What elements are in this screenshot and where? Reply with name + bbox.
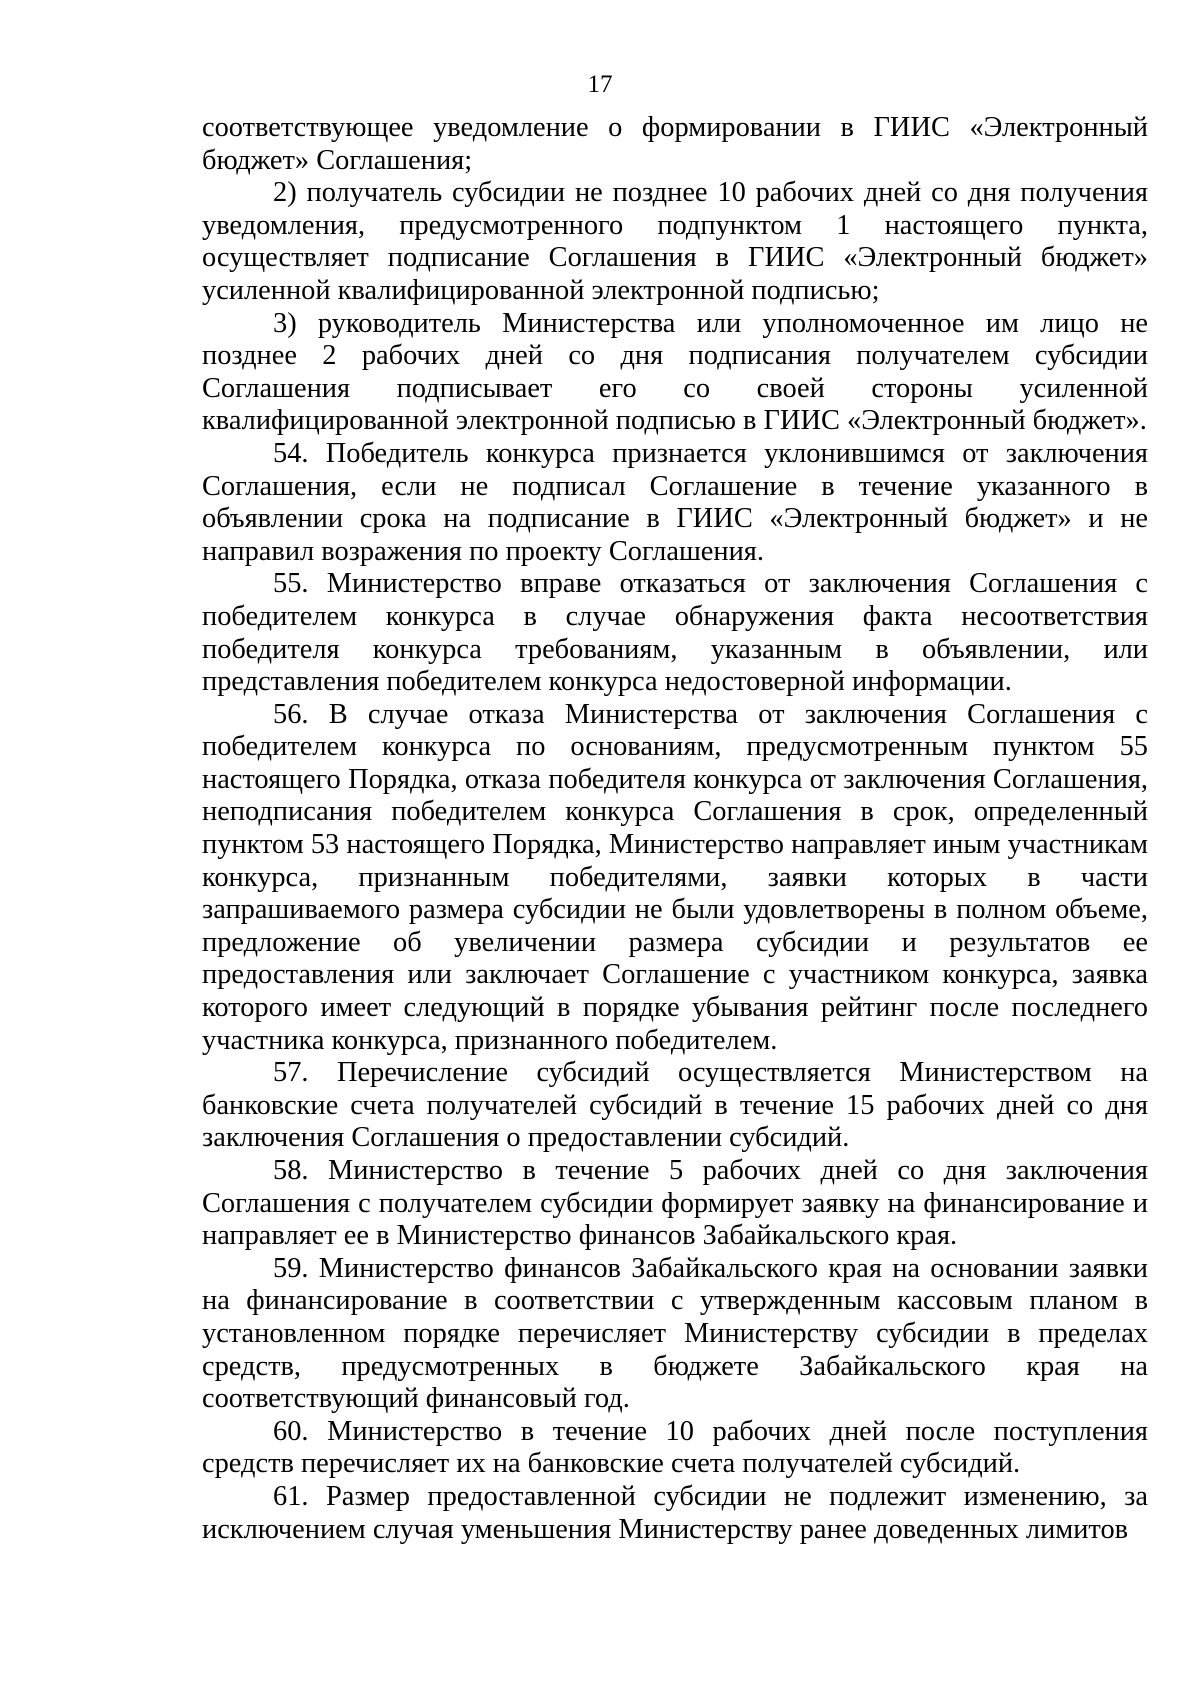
paragraph-61: 61. Размер предоставленной субсидии не подлежит изменению, за исключением случая уменьшения Министерству ранее доведенных лимитов [202, 1480, 1148, 1545]
paragraph-58: 58. Министерство в течение 5 рабочих дней со дня заключения Соглашения с получателем субсидии формирует заявку на финансирование и направляет ее в Министерство финансов Забайкальского края. [202, 1155, 1148, 1252]
paragraph-55: 55. Министерство вправе отказаться от заключения Соглашения с победителем конкурса в случае обнаружения факта несоответствия победителя конкурса требованиям, указанным в объявлении, или представления победителем конкурса недостоверной информации. [202, 568, 1148, 698]
paragraph-subitem-3: 3) руководитель Министерства или уполномоченное им лицо не позднее 2 рабочих дней со дня подписания получателем субсидии Соглашения подписывает его со своей стороны усиленной квалифицированной электронной подписью в ГИИС «Электронный бюджет». [202, 307, 1148, 437]
paragraph-59: 59. Министерство финансов Забайкальского края на основании заявки на финансирование в соответствии с утвержденным кассовым планом в установленном порядке перечисляет Министерству субсидии в пределах средств, предусмотренных в бюджете Забайкальского края на соответствующий финансовый год. [202, 1252, 1148, 1415]
page-number: 17 [587, 71, 613, 98]
paragraph-60: 60. Министерство в течение 10 рабочих дней после поступления средств перечисляет их на банковские счета получателей субсидий. [202, 1415, 1148, 1480]
paragraph-subitem-2: 2) получатель субсидии не позднее 10 рабочих дней со дня получения уведомления, предусмотренного подпунктом 1 настоящего пункта, осуществляет подписание Соглашения в ГИИС «Электронный бюджет» усиленной квалифицированной электронной подписью; [202, 177, 1148, 306]
paragraph-57: 57. Перечисление субсидий осуществляется Министерством на банковские счета получателей субсидий в течение 15 рабочих дней со дня заключения Соглашения о предоставлении субсидий. [202, 1057, 1148, 1154]
paragraph-54: 54. Победитель конкурса признается уклонившимся от заключения Соглашения, если не подписал Соглашение в течение указанного в объявлении срока на подписание в ГИИС «Электронный бюджет» и не направил возражения по проекту Соглашения. [202, 437, 1148, 567]
document-body [202, 112, 1148, 1546]
paragraph-notification-cont: соответствующее уведомление о формировании в ГИИС «Электронный бюджет» Соглашения; [202, 112, 1148, 176]
paragraph-56: 56. В случае отказа Министерства от заключения Соглашения с победителем конкурса по основаниям, предусмотренным пунктом 55 настоящего Порядка, отказа победителя конкурса от заключения Соглашения, неподписания победителем конкурса Соглашения в срок, определенный пунктом 53 настоящего Порядка, Министерство направляет иным участникам конкурса, признанным победителями, заявки которых в части запрашиваемого размера субсидии не были удовлетворены в полном объеме, предложение об увеличении размера субсидии и результатов ее предоставления или заключает Соглашение с участником конкурса, заявка которого имеет следующий в порядке убывания рейтинг после последнего участника конкурса, признанного победителем. [202, 698, 1148, 1056]
